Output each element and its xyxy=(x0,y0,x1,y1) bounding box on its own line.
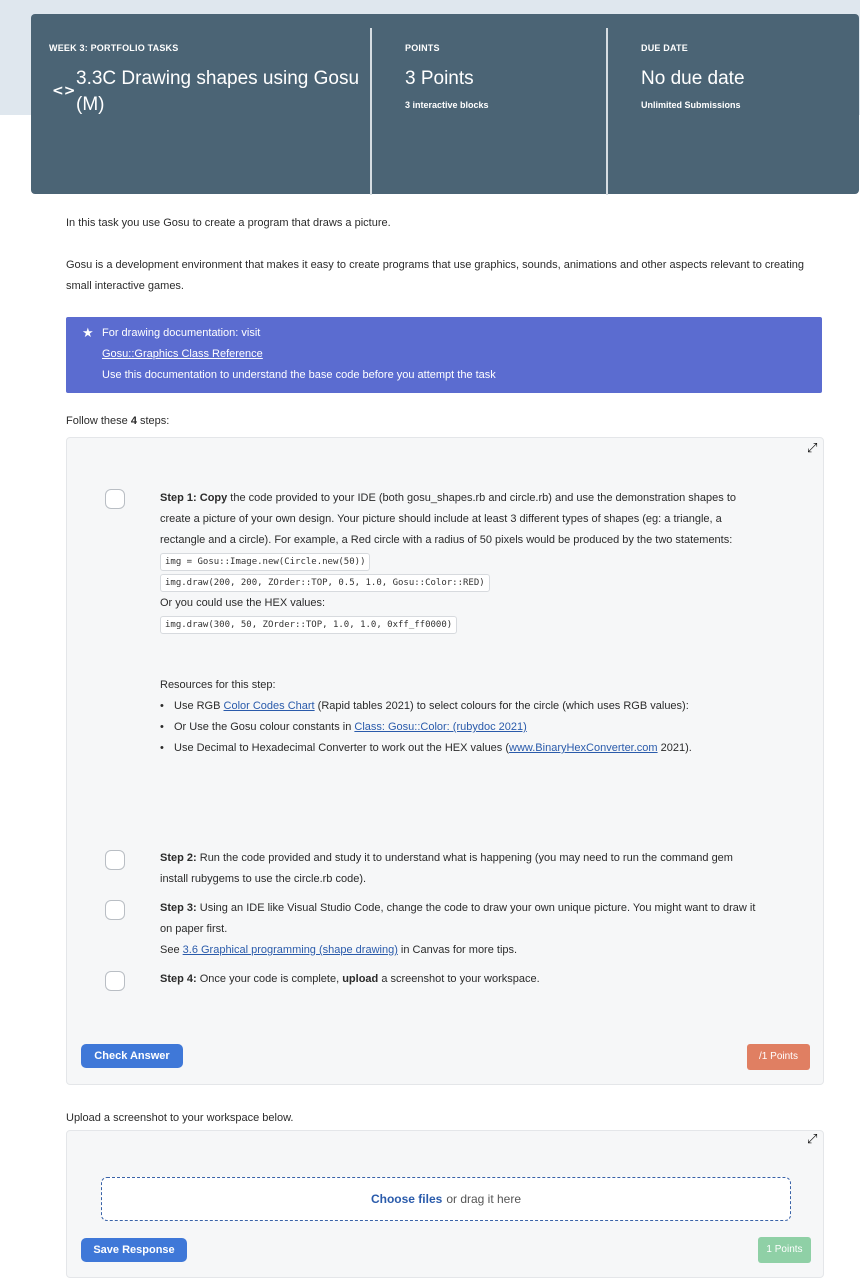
step-1-checkbox[interactable] xyxy=(105,489,125,509)
header-divider xyxy=(606,28,608,195)
due-date-label: DUE DATE xyxy=(641,43,688,53)
step-3-see: See xyxy=(160,944,183,956)
gosu-graphics-reference-link[interactable]: Gosu::Graphics Class Reference xyxy=(102,348,263,360)
points-subtext: 3 interactive blocks xyxy=(405,100,489,110)
resource-item xyxy=(160,717,760,738)
code-snippet: img.draw(200, 200, ZOrder::TOP, 0.5, 1.0, Gosu::Color::RED) xyxy=(160,574,490,592)
step-4-checkbox[interactable] xyxy=(105,971,125,991)
step-2 xyxy=(160,848,760,890)
points-badge: 1 Points xyxy=(758,1237,811,1263)
step-1-bold: Copy xyxy=(199,492,228,504)
task-title-column xyxy=(31,14,371,194)
callout-line-3: Use this documentation to understand the base code before you attempt the task xyxy=(102,369,496,381)
expand-arrows-icon[interactable]: ⤢ xyxy=(807,441,818,456)
points-badge: /1 Points xyxy=(747,1044,810,1070)
week-label: WEEK 3: PORTFOLIO TASKS xyxy=(49,43,179,53)
color-codes-chart-link[interactable]: Color Codes Chart xyxy=(223,700,315,712)
star-icon: ★ xyxy=(82,326,94,341)
upload-card xyxy=(66,1130,824,1278)
check-answer-button[interactable]: Check Answer xyxy=(81,1044,183,1068)
code-snippet: img.draw(300, 50, ZOrder::TOP, 1.0, 1.0, 0xff_ff0000) xyxy=(160,616,457,634)
steps-checklist-card xyxy=(66,437,824,1085)
callout-line-1: For drawing documentation: visit xyxy=(102,327,261,339)
step-4-text: a screenshot to your workspace. xyxy=(378,973,540,985)
steps-count: 4 xyxy=(130,415,137,427)
intro-paragraph-1: In this task you use Gosu to create a program that draws a picture. xyxy=(66,217,391,229)
task-title: 3.3C Drawing shapes using Gosu (M) xyxy=(76,68,360,115)
step-4-bold: upload xyxy=(342,973,379,985)
code-snippet: img = Gosu::Image.new(Circle.new(50)) xyxy=(160,553,370,571)
resource-text: (Rapid tables 2021) to select colours for the circle (which uses RGB values): xyxy=(314,700,689,712)
documentation-callout xyxy=(66,317,822,393)
resources-label: Resources for this step: xyxy=(160,679,276,691)
step-1-resources xyxy=(160,675,760,759)
graphical-programming-link[interactable]: 3.6 Graphical programming (shape drawing) xyxy=(182,944,398,956)
step-2-text: Run the code provided and study it to understand what is happening (you may need to run the command gem install rubygems to use the circle.rb code). xyxy=(160,852,733,885)
step-1-text: the code provided to your IDE (both gosu_shapes.rb and circle.rb) and use the demonstration shapes to create a picture of your own design. Your picture should include at least 3 different types of shapes (eg: a triangle, a rectangle and a circle). For example, a Red circle with a radius of 50 pixels would be produced by the two statements: xyxy=(160,492,736,546)
resource-text: 2021). xyxy=(657,742,692,754)
resource-text: Use RGB xyxy=(174,700,224,712)
points-column xyxy=(404,14,634,194)
binary-hex-converter-link[interactable]: www.BinaryHexConverter.com xyxy=(509,742,658,754)
choose-files-link[interactable]: Choose files xyxy=(370,1192,443,1206)
step-4-label: Step 4: xyxy=(160,973,197,985)
steps-intro-text: Follow these xyxy=(66,415,131,427)
step-2-label: Step 2: xyxy=(160,852,197,864)
points-value: 3 Points xyxy=(405,68,474,89)
points-label: POINTS xyxy=(405,43,440,53)
due-date-value: No due date xyxy=(641,68,745,89)
step-3-checkbox[interactable] xyxy=(105,900,125,920)
step-3-text: Using an IDE like Visual Studio Code, change the code to draw your own unique picture. You might want to draw it on paper first. xyxy=(160,902,756,935)
step-4-text: Once your code is complete, xyxy=(196,973,343,985)
step-3-label: Step 3: xyxy=(160,902,197,914)
due-date-column xyxy=(641,14,859,194)
header-divider xyxy=(370,28,372,195)
save-response-button[interactable]: Save Response xyxy=(81,1238,187,1262)
step-1-label: Step 1: xyxy=(160,492,197,504)
steps-intro-text: steps: xyxy=(136,415,170,427)
step-2-checkbox[interactable] xyxy=(105,850,125,870)
step-1 xyxy=(160,488,760,635)
task-header xyxy=(31,14,859,194)
step-3 xyxy=(160,898,760,961)
file-dropzone[interactable] xyxy=(101,1177,791,1221)
resource-item xyxy=(160,696,760,717)
resource-text: Use Decimal to Hexadecimal Converter to work out the HEX values ( xyxy=(174,742,510,754)
intro-paragraph-2: Gosu is a development environment that makes it easy to create programs that use graphics, sounds, animations and other aspects relevant to creating small interactive games. xyxy=(66,259,805,292)
upload-prompt: Upload a screenshot to your workspace below. xyxy=(66,1112,294,1124)
code-brackets-icon: <> xyxy=(52,83,76,99)
resource-item xyxy=(160,738,760,759)
step-4 xyxy=(160,969,760,990)
resource-text: Or Use the Gosu colour constants in xyxy=(174,721,355,733)
steps-intro xyxy=(66,411,826,432)
step-3-see: in Canvas for more tips. xyxy=(397,944,518,956)
hex-intro: Or you could use the HEX values: xyxy=(160,597,326,609)
expand-arrows-icon[interactable]: ⤢ xyxy=(807,1132,818,1147)
drag-here-text: or drag it here xyxy=(446,1192,522,1206)
gosu-color-link[interactable]: Class: Gosu::Color: (rubydoc 2021) xyxy=(354,721,527,733)
submissions-subtext: Unlimited Submissions xyxy=(641,100,741,110)
